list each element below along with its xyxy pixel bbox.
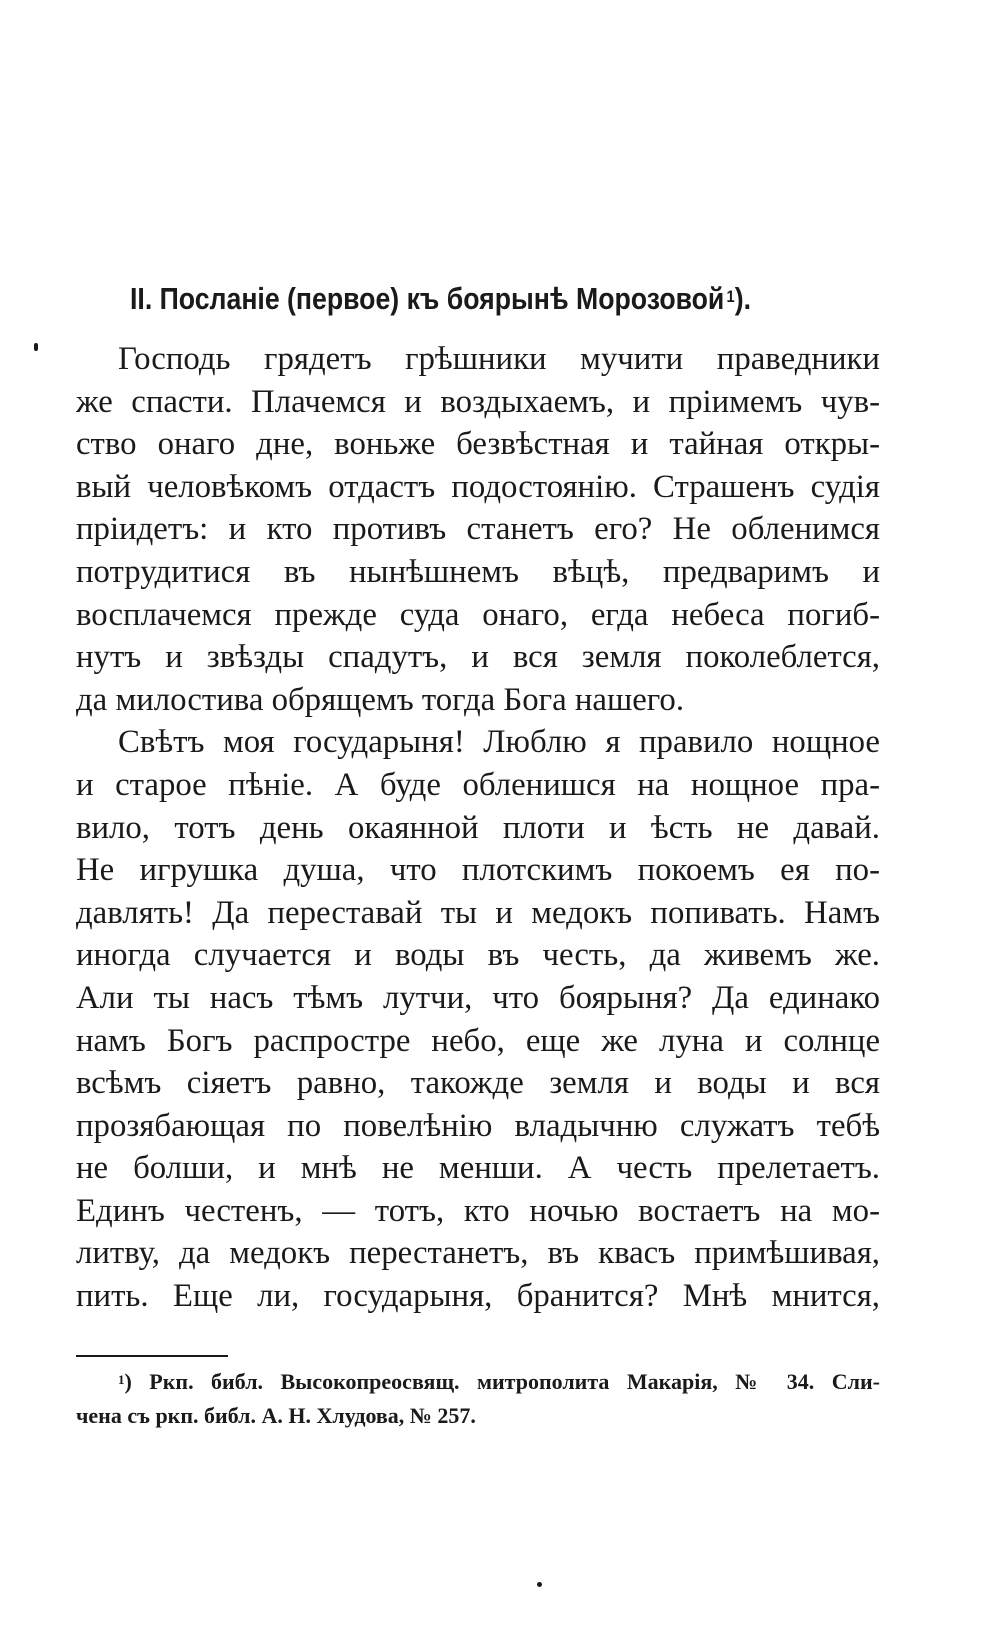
- body-text: [76, 338, 880, 1318]
- text-line: прозябающая по повелѣнію владычню служатъ тебѣ: [76, 1107, 880, 1144]
- text-line: вило, тотъ день окаянной плоти и ѣсть не давай.: [76, 809, 880, 846]
- text-line: Единъ честенъ, — тотъ, кто ночью востаетъ на мо-: [76, 1192, 880, 1229]
- text-line: Али ты насъ тѣмъ лутчи, что боярыня? Да единако: [76, 979, 880, 1016]
- text-line: и старое пѣніе. А буде обленишся на нощное пра-: [76, 766, 880, 803]
- text-line: потрудитися въ нынѣшнемъ вѣцѣ, предваримъ и: [76, 553, 880, 590]
- text-line: пріидетъ: и кто противъ станетъ его? Не обленимся: [76, 511, 880, 548]
- text-line: нутъ и звѣзды спадутъ, и вся земля поколеблется,: [76, 639, 880, 676]
- text-line: не болши, и мнѣ не менши. А честь прелетаетъ.: [76, 1150, 880, 1187]
- heading-footnote-ref: 1: [726, 287, 735, 306]
- footnote-text: ) Ркп. библ. Высокопреосвящ. митрополита Макарія, № 34. Сли-: [124, 1369, 880, 1394]
- section-heading: [130, 279, 784, 319]
- text-line: Свѣтъ моя государыня! Люблю я правило нощное: [118, 724, 880, 761]
- text-line: намъ Богъ распростре небо, еще же луна и солнце: [76, 1022, 880, 1059]
- text-line: восплачемся прежде суда онаго, егда небеса погиб-: [76, 596, 880, 633]
- footnote-divider: [76, 1355, 228, 1357]
- text-line: ство онаго дне, воньже безвѣстная и тайная откры-: [76, 426, 880, 463]
- footnote-marker: 1: [118, 1372, 125, 1387]
- footnote: [76, 1365, 880, 1433]
- text-line: Господь грядетъ грѣшники мучити праведники: [118, 341, 880, 377]
- text-line: Не игрушка душа, что плотскимъ покоемъ ея по-: [76, 852, 880, 889]
- heading-text: II. Посланіе (первое) къ боярынѣ Морозовой: [130, 281, 725, 316]
- footnote-line: [76, 1365, 880, 1399]
- text-line: вый человѣкомъ отдастъ подостоянію. Страшенъ судія: [76, 468, 880, 505]
- text-line: иногда случается и воды въ честь, да живемъ же.: [76, 937, 880, 974]
- text-line: всѣмъ сіяетъ равно, такожде земля и воды и вся: [76, 1065, 880, 1102]
- text-line: же спасти. Плачемся и воздыхаемъ, и пріимемъ чув-: [76, 383, 880, 420]
- footnote-line: чена съ ркп. библ. А. Н. Хлудова, № 257.: [76, 1403, 476, 1428]
- page-dot: [537, 1582, 542, 1587]
- text-line: да милостива обрящемъ тогда Бога нашего.: [76, 681, 685, 718]
- text-line: пить. Еще ли, государыня, бранится? Мнѣ мнится,: [76, 1278, 880, 1315]
- text-line: литву, да медокъ перестанетъ, въ квасъ примѣшивая,: [76, 1235, 880, 1272]
- margin-mark: [34, 343, 38, 351]
- heading-closing: ).: [734, 281, 751, 316]
- text-line: давлять! Да переставай ты и медокъ попивать. Намъ: [76, 894, 880, 931]
